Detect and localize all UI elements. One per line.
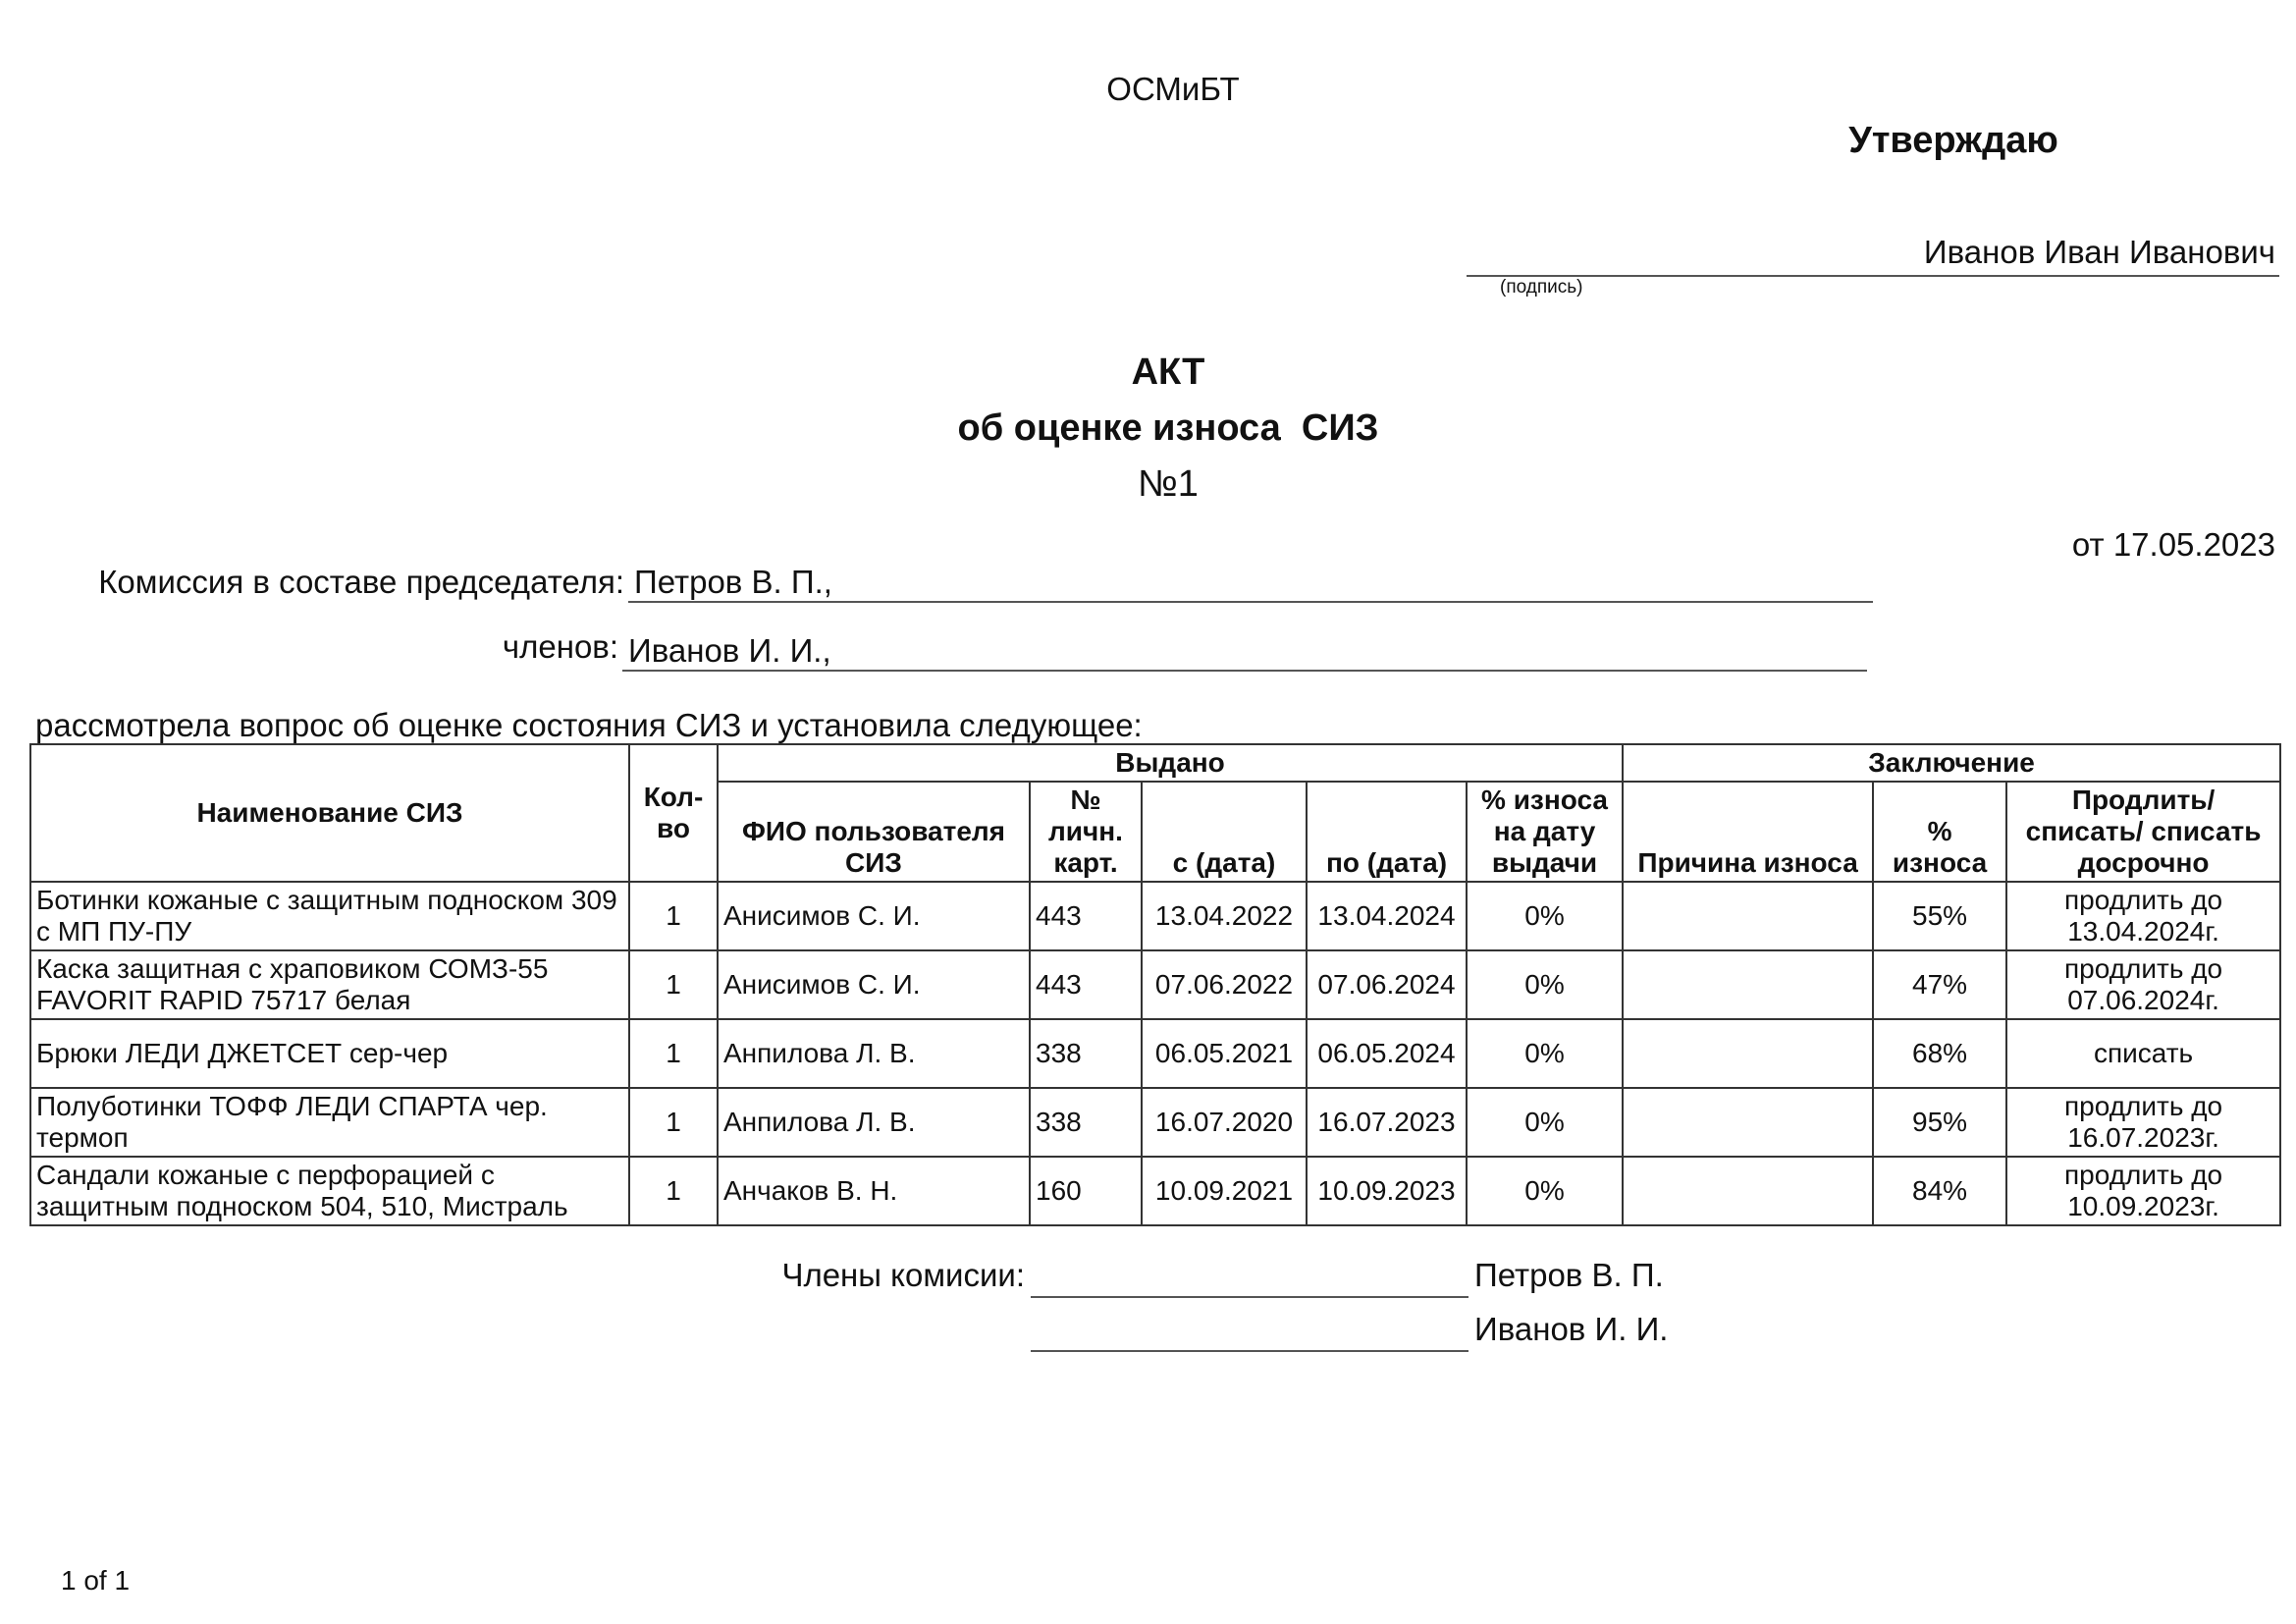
group-header-issued: Выдано: [718, 744, 1623, 782]
director-name: Иванов Иван Иванович: [1923, 234, 2275, 270]
cell-card: 338: [1030, 1088, 1142, 1157]
chair-label: Комиссия в составе председателя:: [98, 564, 624, 600]
cell-to: 06.05.2024: [1307, 1019, 1467, 1088]
cell-to: 16.07.2023: [1307, 1088, 1467, 1157]
cell-card: 338: [1030, 1019, 1142, 1088]
cell-card: 160: [1030, 1157, 1142, 1225]
cell-wear-at-issue: 0%: [1467, 1088, 1623, 1157]
signatures-label: Члены комисии:: [781, 1257, 1025, 1293]
table-row: [30, 882, 2280, 950]
members-label: членов:: [502, 628, 618, 665]
document-number: №1: [1138, 463, 1199, 505]
cell-decision: продлить до 10.09.2023г.: [2006, 1157, 2280, 1225]
cell-qty: 1: [629, 882, 718, 950]
cell-wear: 68%: [1873, 1019, 2006, 1088]
members-value: Иванов И. И.,: [628, 632, 831, 669]
cell-from: 16.07.2020: [1142, 1088, 1307, 1157]
cell-qty: 1: [629, 1088, 718, 1157]
col-header-user: ФИО пользователя СИЗ: [718, 782, 1030, 882]
cell-name: Ботинки кожаные с защитным подноском 309 с МП ПУ-ПУ: [30, 882, 629, 950]
cell-user: Анпилова Л. В.: [718, 1088, 1030, 1157]
organization-name: ОСМиБТ: [1106, 71, 1240, 107]
cell-decision: продлить до 16.07.2023г.: [2006, 1088, 2280, 1157]
table-row: [30, 1157, 2280, 1225]
document-title: АКТ: [1131, 352, 1205, 393]
chair-value: Петров В. П.,: [634, 564, 832, 600]
document-date: от 17.05.2023: [2071, 526, 2275, 563]
cell-to: 13.04.2024: [1307, 882, 1467, 950]
cell-from: 07.06.2022: [1142, 950, 1307, 1019]
signature-line-2: [1031, 1350, 1468, 1352]
cell-reason: [1623, 1019, 1873, 1088]
col-header-wear-at-issue: % износа на дату выдачи: [1467, 782, 1623, 882]
cell-wear: 95%: [1873, 1088, 2006, 1157]
signature-name-1: Петров В. П.: [1474, 1257, 1664, 1293]
cell-from: 13.04.2022: [1142, 882, 1307, 950]
cell-qty: 1: [629, 950, 718, 1019]
cell-user: Анисимов С. И.: [718, 950, 1030, 1019]
cell-wear: 55%: [1873, 882, 2006, 950]
cell-card: 443: [1030, 950, 1142, 1019]
cell-decision: продлить до 07.06.2024г.: [2006, 950, 2280, 1019]
cell-wear: 47%: [1873, 950, 2006, 1019]
cell-reason: [1623, 1157, 1873, 1225]
cell-reason: [1623, 882, 1873, 950]
document-subtitle: об оценке износа СИЗ: [957, 407, 1379, 449]
col-header-decision: Продлить/ списать/ списать досрочно: [2006, 782, 2280, 882]
cell-name: Полуботинки ТОФФ ЛЕДИ СПАРТА чер. термоп: [30, 1088, 629, 1157]
col-header-qty: Кол-во: [629, 744, 718, 882]
col-header-from: с (дата): [1142, 782, 1307, 882]
wear-assessment-table: [29, 743, 2281, 1226]
cell-wear-at-issue: 0%: [1467, 882, 1623, 950]
table-row: [30, 1088, 2280, 1157]
table-row: [30, 1019, 2280, 1088]
intro-text: рассмотрела вопрос об оценке состояния СИЗ и установила следующее:: [35, 707, 1143, 743]
cell-user: Анисимов С. И.: [718, 882, 1030, 950]
cell-card: 443: [1030, 882, 1142, 950]
cell-from: 06.05.2021: [1142, 1019, 1307, 1088]
col-header-to: по (дата): [1307, 782, 1467, 882]
col-header-name: Наименование СИЗ: [30, 744, 629, 882]
cell-user: Анпилова Л. В.: [718, 1019, 1030, 1088]
signature-name-2: Иванов И. И.: [1474, 1311, 1669, 1347]
signature-line-1: [1031, 1296, 1468, 1298]
col-header-wear: % износа: [1873, 782, 2006, 882]
cell-qty: 1: [629, 1019, 718, 1088]
cell-decision: продлить до 13.04.2024г.: [2006, 882, 2280, 950]
cell-wear-at-issue: 0%: [1467, 1157, 1623, 1225]
cell-to: 07.06.2024: [1307, 950, 1467, 1019]
chair-underline: [628, 601, 1873, 603]
director-signature-line: [1467, 275, 2279, 277]
cell-wear-at-issue: 0%: [1467, 950, 1623, 1019]
col-header-card: № личн. карт.: [1030, 782, 1142, 882]
col-header-reason: Причина износа: [1623, 782, 1873, 882]
cell-decision: списать: [2006, 1019, 2280, 1088]
cell-qty: 1: [629, 1157, 718, 1225]
cell-user: Анчаков В. Н.: [718, 1157, 1030, 1225]
cell-name: Сандали кожаные с перфорацией с защитным подноском 504, 510, Мистраль: [30, 1157, 629, 1225]
cell-wear: 84%: [1873, 1157, 2006, 1225]
cell-from: 10.09.2021: [1142, 1157, 1307, 1225]
group-header-conclusion: Заключение: [1623, 744, 2280, 782]
page-number: 1 of 1: [61, 1565, 131, 1596]
cell-name: Брюки ЛЕДИ ДЖЕТСЕТ сер-чер: [30, 1019, 629, 1088]
cell-wear-at-issue: 0%: [1467, 1019, 1623, 1088]
cell-reason: [1623, 1088, 1873, 1157]
signature-caption: (подпись): [1500, 277, 1583, 298]
table-group-header-row: [30, 744, 2280, 782]
cell-to: 10.09.2023: [1307, 1157, 1467, 1225]
approve-heading: Утверждаю: [1848, 120, 2058, 161]
cell-reason: [1623, 950, 1873, 1019]
table-row: [30, 950, 2280, 1019]
cell-name: Каска защитная с храповиком СОМЗ-55 FAVORIT RAPID 75717 белая: [30, 950, 629, 1019]
members-underline: [622, 670, 1867, 672]
